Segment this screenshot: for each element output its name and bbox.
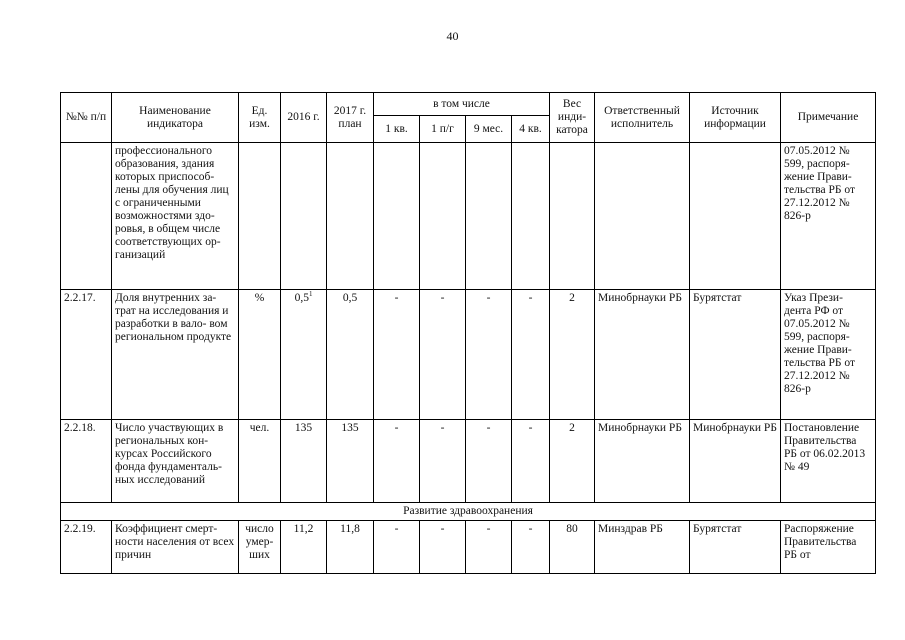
cell-2017: 0,5	[327, 290, 374, 420]
col-header-9m: 9 мес.	[466, 116, 512, 143]
cell-q4	[512, 143, 550, 290]
cell-note: Распоряжение Правительства РБ от	[781, 521, 876, 574]
cell-executor: Минобрнауки РБ	[595, 290, 690, 420]
col-header-q1: 1 кв.	[374, 116, 420, 143]
cell-weight: 2	[550, 420, 595, 503]
cell-note: 07.05.2012 № 599, распоря- жение Прави- тельства РБ от 27.12.2012 № 826-р	[781, 143, 876, 290]
section-title: Развитие здравоохранения	[61, 503, 876, 521]
cell-weight	[550, 143, 595, 290]
cell-name: Коэффициент смерт- ности населения от всех причин	[112, 521, 239, 574]
cell-unit	[239, 143, 281, 290]
col-header-num: №№ п/п	[61, 93, 112, 143]
footnote-marker: 1	[308, 290, 313, 299]
cell-h1: -	[420, 290, 466, 420]
cell-9m	[466, 143, 512, 290]
cell-2016: 135	[281, 420, 327, 503]
cell-name: Число участвующих в региональных кон- курсах Российского фонда фундаменталь- ных исследований	[112, 420, 239, 503]
cell-num: 2.2.18.	[61, 420, 112, 503]
col-header-including: в том числе	[374, 93, 550, 116]
cell-weight: 80	[550, 521, 595, 574]
col-header-q4: 4 кв.	[512, 116, 550, 143]
cell-unit: чел.	[239, 420, 281, 503]
cell-q4: -	[512, 521, 550, 574]
col-header-executor: Ответственный исполнитель	[595, 93, 690, 143]
cell-9m: -	[466, 521, 512, 574]
cell-2016-value: 0,5	[294, 292, 309, 304]
cell-q4: -	[512, 420, 550, 503]
col-header-weight: Вес инди- катора	[550, 93, 595, 143]
cell-executor: Минобрнауки РБ	[595, 420, 690, 503]
col-header-name: Наименование индикатора	[112, 93, 239, 143]
cell-source	[690, 143, 781, 290]
cell-num	[61, 143, 112, 290]
cell-9m: -	[466, 290, 512, 420]
table-row	[61, 143, 876, 290]
cell-name: Доля внутренних за- трат на исследования и разработки в вало- вом региональном продукте	[112, 290, 239, 420]
cell-source: Бурятстат	[690, 521, 781, 574]
cell-name: профессионального образования, здания которых приспособ- лены для обучения лиц с ограниченными возможностями здо- ровья, в общем числе соответствующих ор- ганизаций	[112, 143, 239, 290]
col-header-2017: 2017 г. план	[327, 93, 374, 143]
cell-note: Указ Прези- дента РФ от 07.05.2012 № 599, распоря- жение Прави- тельства РБ от 27.12.2012 № 826-р	[781, 290, 876, 420]
cell-num: 2.2.17.	[61, 290, 112, 420]
table-row	[61, 420, 876, 503]
cell-q4: -	[512, 290, 550, 420]
section-row	[61, 503, 876, 521]
cell-executor	[595, 143, 690, 290]
cell-q1: -	[374, 521, 420, 574]
cell-q1: -	[374, 290, 420, 420]
cell-unit: число умер- ших	[239, 521, 281, 574]
cell-q1: -	[374, 420, 420, 503]
cell-h1	[420, 143, 466, 290]
cell-num: 2.2.19.	[61, 521, 112, 574]
cell-2017: 135	[327, 420, 374, 503]
cell-h1: -	[420, 420, 466, 503]
table-row	[61, 290, 876, 420]
cell-2016	[281, 290, 327, 420]
cell-unit: %	[239, 290, 281, 420]
cell-2016: 11,2	[281, 521, 327, 574]
table-row	[61, 521, 876, 574]
col-header-h1: 1 п/г	[420, 116, 466, 143]
col-header-note: Примечание	[781, 93, 876, 143]
cell-weight: 2	[550, 290, 595, 420]
cell-note: Постановление Правительства РБ от 06.02.2013 № 49	[781, 420, 876, 503]
cell-9m: -	[466, 420, 512, 503]
cell-2017: 11,8	[327, 521, 374, 574]
cell-source: Бурятстат	[690, 290, 781, 420]
cell-executor: Минздрав РБ	[595, 521, 690, 574]
page-number: 40	[446, 29, 459, 43]
table-header-row	[61, 93, 876, 116]
col-header-source: Источник информации	[690, 93, 781, 143]
cell-2016	[281, 143, 327, 290]
cell-q1	[374, 143, 420, 290]
cell-h1: -	[420, 521, 466, 574]
cell-source: Минобрнауки РБ	[690, 420, 781, 503]
col-header-unit: Ед. изм.	[239, 93, 281, 143]
cell-2017	[327, 143, 374, 290]
col-header-2016: 2016 г.	[281, 93, 327, 143]
indicators-table	[60, 92, 876, 574]
